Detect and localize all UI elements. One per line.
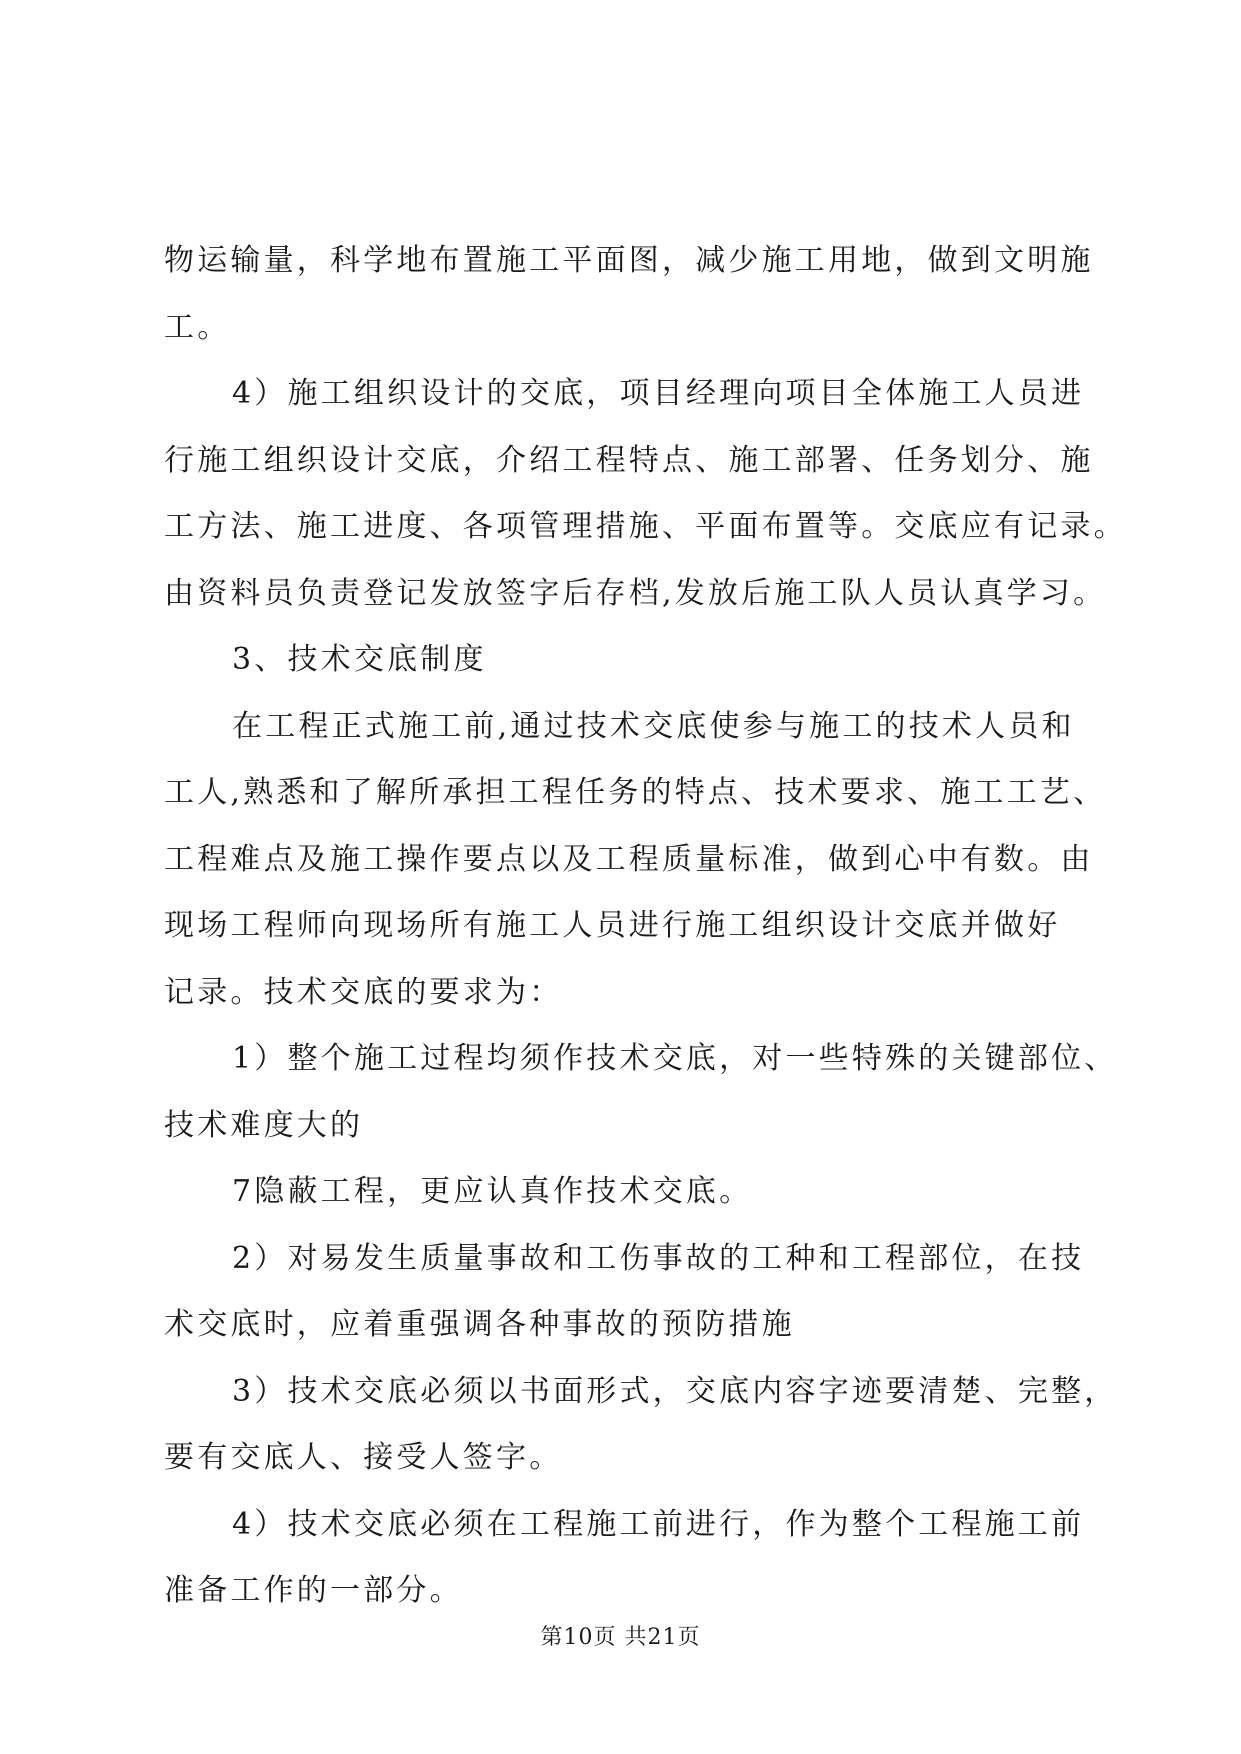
text-line: 记录。技术交底的要求为： <box>164 974 563 1010</box>
text-line: 4）施工组织设计的交底，项目经理向项目全体施工人员进 <box>232 376 1085 411</box>
text-line: 7隐蔽工程，更应认真作技术交底。 <box>232 1174 753 1209</box>
text-line: 技术难度大的 <box>164 1107 364 1143</box>
text-line: 3）技术交底必须以书面形式，交底内容字迹要清楚、完整， <box>232 1373 1118 1409</box>
text-line: 要有交底人、接受人签字。 <box>164 1440 563 1475</box>
text-line: 4）技术交底必须在工程施工前进行，作为整个工程施工前 <box>232 1506 1085 1542</box>
text-line: 现场工程师向现场所有施工人员进行施工组织设计交底并做好 <box>164 908 1061 943</box>
text-line: 行施工组织设计交底，介绍工程特点、施工部署、任务划分、施 <box>164 442 1094 478</box>
text-line: 由资料员负责登记发放签字后存档,发放后施工队人员认真学习。 <box>164 575 1107 611</box>
text-line: 准备工作的一部分。 <box>164 1573 463 1608</box>
body-text <box>164 228 1127 1625</box>
text-line: 工方法、施工进度、各项管理措施、平面布置等。交底应有记录。 <box>164 509 1127 544</box>
text-line: 工人,熟悉和了解所承担工程任务的特点、技术要求、施工工艺、 <box>164 775 1107 810</box>
section-heading: 3、技术交底制度 <box>232 642 487 677</box>
text-line: 工程难点及施工操作要点以及工程质量标准，做到心中有数。由 <box>164 841 1094 877</box>
text-line: 2）对易发生质量事故和工伤事故的工种和工程部位，在技 <box>232 1240 1085 1276</box>
text-line: 1）整个施工过程均须作技术交底，对一些特殊的关键部位、 <box>232 1041 1118 1076</box>
text-line: 在工程正式施工前,通过技术交底使参与施工的技术人员和 <box>232 708 1075 744</box>
text-line: 物运输量，科学地布置施工平面图，减少施工用地，做到文明施 <box>164 243 1094 278</box>
text-line: 工。 <box>164 309 231 345</box>
text-line: 术交底时，应着重强调各种事故的预防措施 <box>164 1307 795 1342</box>
page-number-footer: 第10页 共21页 <box>540 1625 701 1650</box>
